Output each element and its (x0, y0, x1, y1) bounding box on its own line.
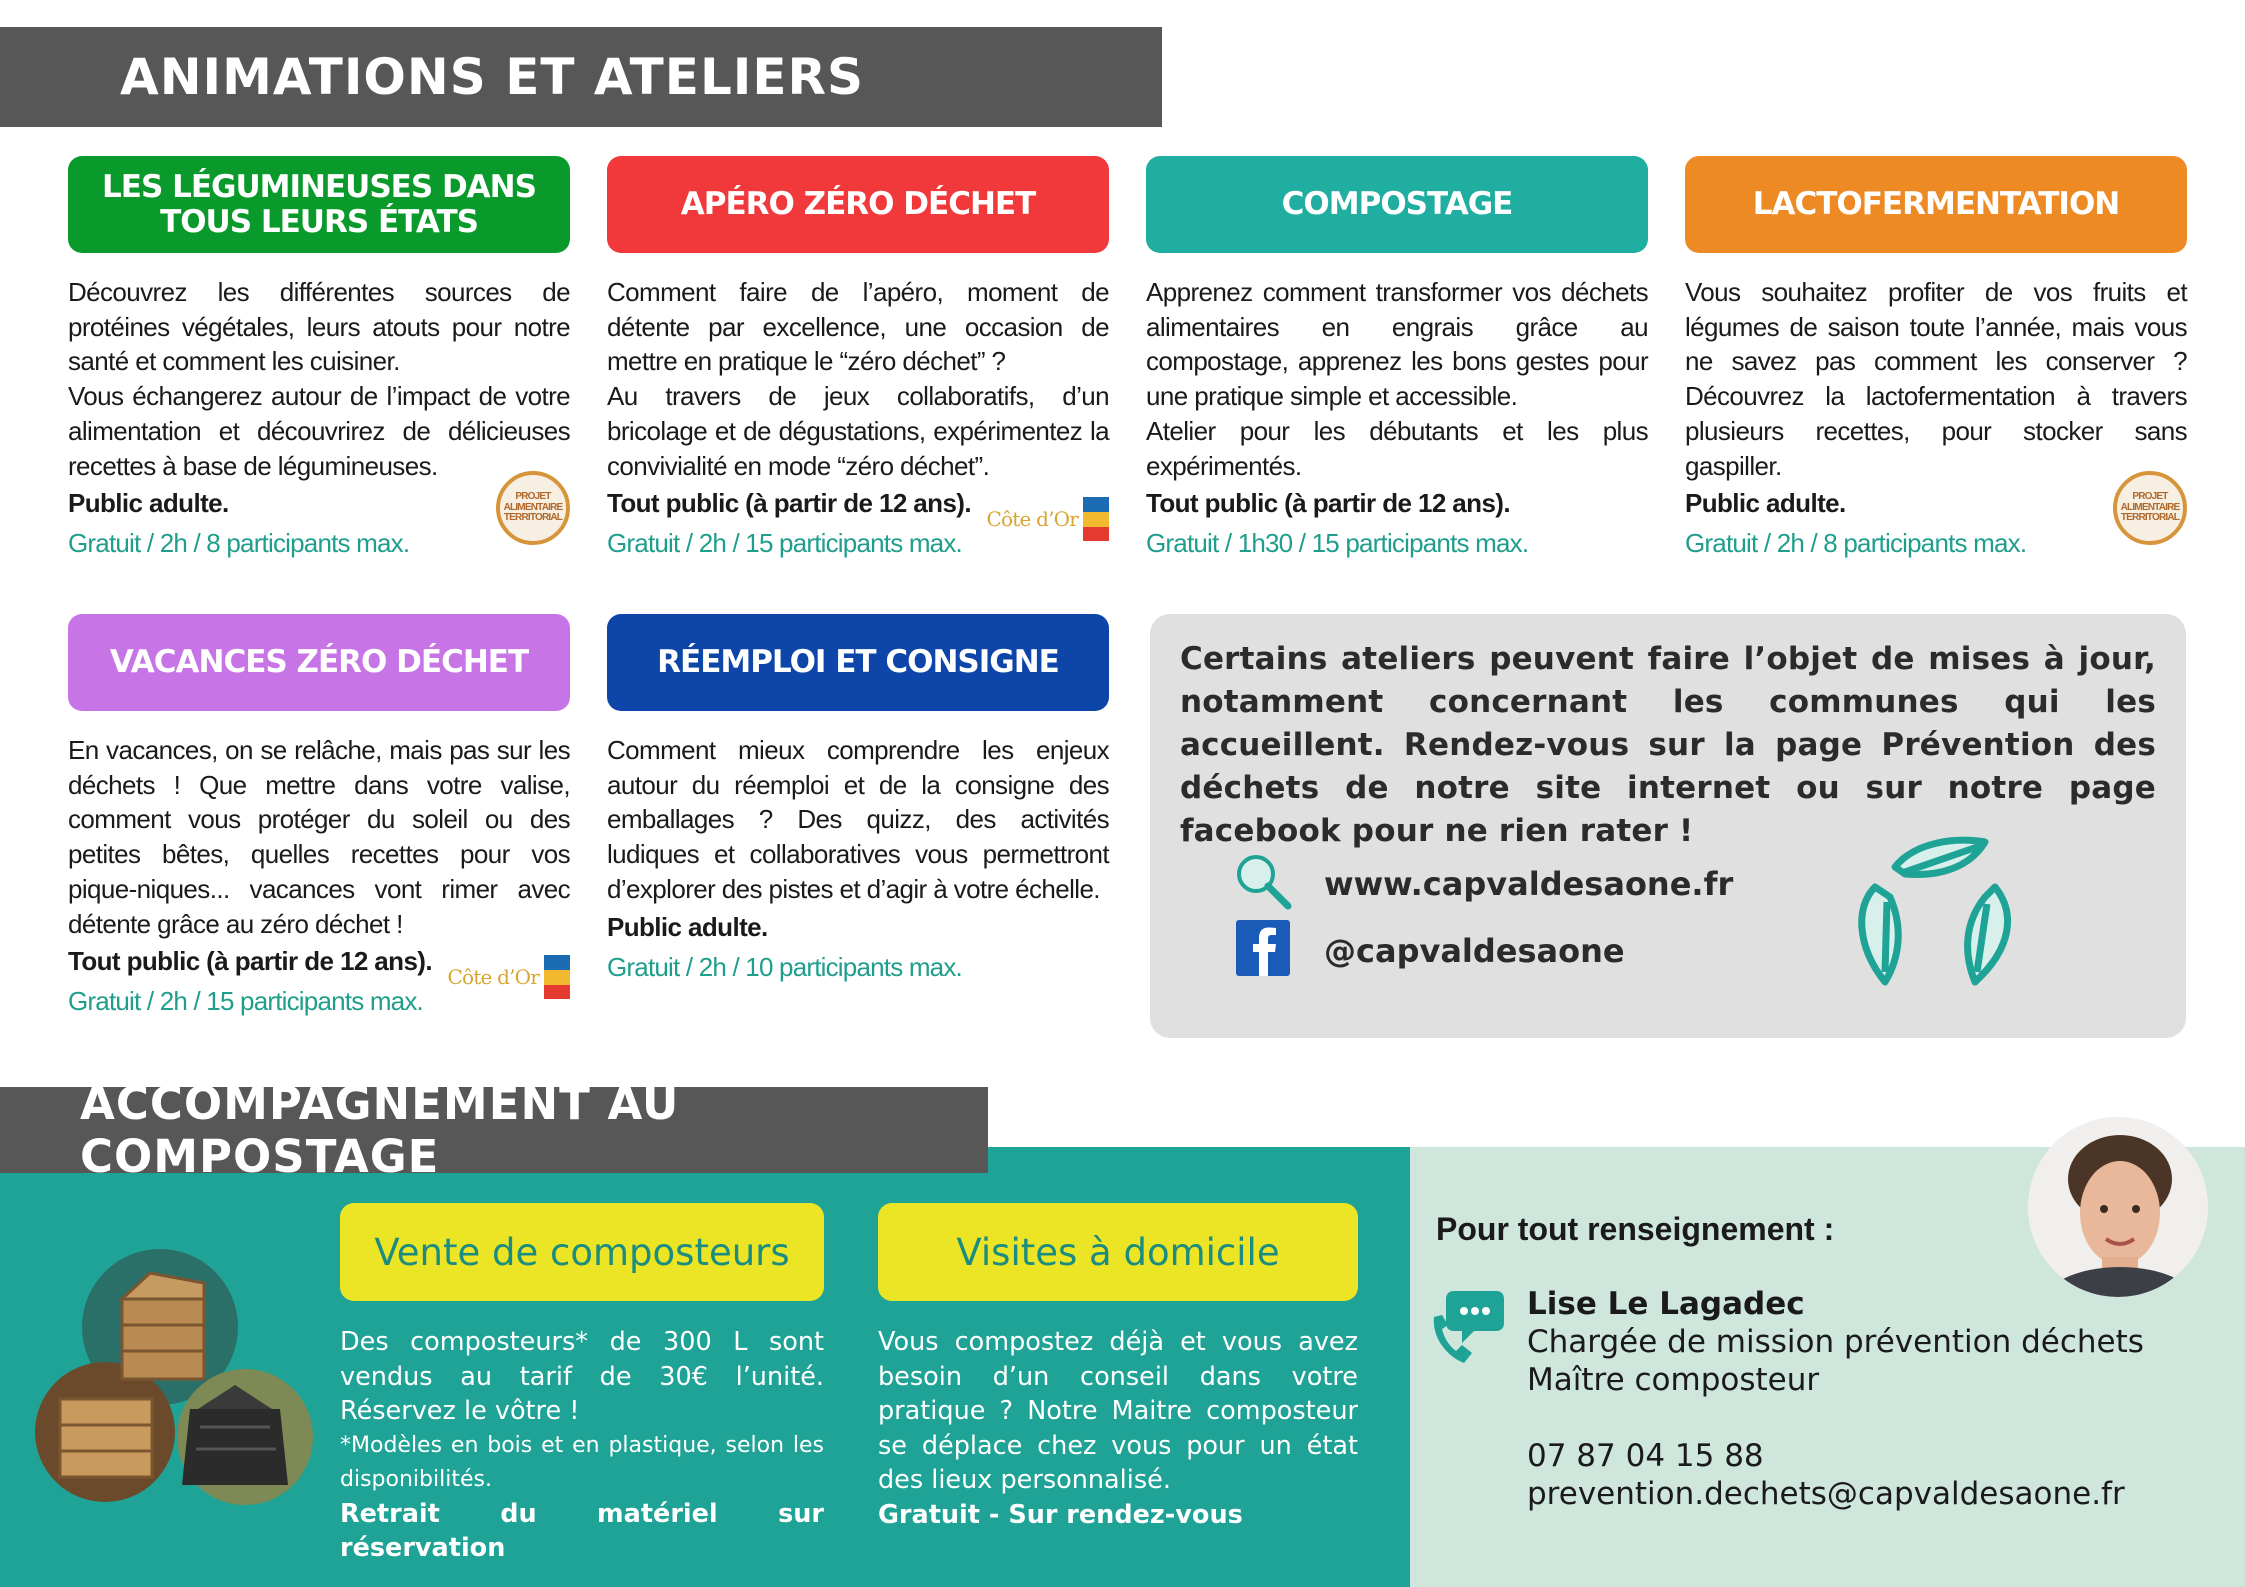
projet-alimentaire-territorial-badge-icon (496, 471, 570, 545)
contact-email[interactable]: prevention.dechets@capvaldesaone.fr (1527, 1476, 2125, 1512)
contact-role-secondary: Maître composteur (1527, 1362, 1820, 1398)
workshop-details-text: Gratuit / 2h / 15 participants max. (607, 528, 962, 559)
workshop-paragraph: Apprenez comment transformer vos déchets alimentaires en engrais grâce au compostage, apprenez les bons gestes pour une pratique simple et accessible. (1146, 277, 1648, 412)
recycle-leaves-icon (1845, 832, 2025, 997)
cote-dor-text: Côte d’Or (986, 506, 1078, 531)
workshop-paragraph: Au travers de jeux collaboratifs, d’un bricolage et de dégustations, expérimentez la convivialité en mode “zéro déchet”. (607, 381, 1109, 481)
composters-illustration (30, 1237, 320, 1507)
facebook-icon (1232, 920, 1294, 981)
section-title-compostage: ACCOMPAGNEMENT AU COMPOSTAGE (0, 1087, 988, 1173)
workshop-title: LACTOFERMENTATION (1685, 156, 2187, 253)
workshop-audience: Tout public (à partir de 12 ans). (607, 488, 971, 519)
workshop-description (607, 275, 1109, 483)
visit-description: Vous compostez déjà et vous avez besoin d’un conseil dans votre pratique ? Notre Maitre composteur se déplace chez vous pour un état des lieux personnalisé. (878, 1327, 1358, 1496)
contact-details (1527, 1285, 2144, 1513)
chat-phone-icon (1430, 1287, 1506, 1372)
section-title-animations: ANIMATIONS ET ATELIERS (0, 27, 1162, 127)
contact-avatar (2028, 1117, 2208, 1297)
info-box (1150, 614, 2186, 1038)
workshop-title: RÉEMPLOI ET CONSIGNE (607, 614, 1109, 711)
cote-dor-flag-icon (1083, 497, 1109, 541)
contact-role: Chargée de mission prévention déchets (1527, 1324, 2144, 1360)
workshop-audience: Public adulte. (1685, 488, 1846, 519)
workshop-details-text: Gratuit / 2h / 8 participants max. (1685, 528, 2027, 559)
workshop-details: Gratuit / 1h30 / 15 participants max. (1146, 528, 1529, 559)
workshop-description (607, 733, 1109, 907)
workshop-audience: Public adulte. (68, 488, 229, 519)
cote-dor-logo-icon (987, 497, 1110, 541)
contact-heading: Pour tout renseignement : (1436, 1211, 1835, 1247)
compost-section (0, 1147, 1410, 1587)
badge-text: PROJET ALIMENTAIRE TERRITORIAL (2120, 491, 2180, 524)
workshop-card-lactofermentation (1685, 156, 2187, 563)
workshop-paragraph: En vacances, on se relâche, mais pas sur les déchets ! Que mettre dans votre valise, comment vous protéger du soleil ou des petites bêtes, quelles recettes pour vos pique-niques... vacances vont rimer avec détente grâce au zéro déchet ! (68, 735, 570, 939)
vente-composteurs-text (340, 1325, 824, 1566)
website-row[interactable] (1232, 850, 1733, 917)
cote-dor-flag-icon (544, 955, 570, 999)
facebook-handle[interactable]: @capvaldesaone (1324, 931, 1625, 970)
cote-dor-logo-icon (448, 955, 571, 999)
workshop-audience: Tout public (à partir de 12 ans). (1146, 488, 1510, 519)
workshop-card-vacances (68, 614, 570, 1021)
workshop-card-compostage (1146, 156, 1648, 563)
visit-price: Gratuit - Sur rendez-vous (878, 1499, 1243, 1530)
workshop-card-apero (607, 156, 1109, 563)
workshop-details (607, 506, 1109, 563)
workshop-title: VACANCES ZÉRO DÉCHET (68, 614, 570, 711)
sale-note: *Modèles en bois et en plastique, selon les disponibilités. (340, 1432, 824, 1492)
workshop-details-text: Gratuit / 2h / 8 participants max. (68, 528, 410, 559)
vente-composteurs-button[interactable]: Vente de composteurs (340, 1203, 824, 1301)
sale-pickup: Retrait du matériel sur réservation (340, 1498, 824, 1564)
search-icon (1232, 850, 1294, 917)
workshop-title: COMPOSTAGE (1146, 156, 1648, 253)
workshop-audience: Tout public (à partir de 12 ans). (68, 946, 432, 977)
workshop-paragraph: Vous échangerez autour de l’impact de votre alimentation et découvrirez de délicieuses recettes à base de légumineuses. (68, 381, 570, 481)
workshop-details-text: Gratuit / 2h / 15 participants max. (68, 986, 423, 1017)
workshop-paragraph: Comment faire de l’apéro, moment de détente par excellence, une occasion de mettre en pratique le “zéro déchet” ? (607, 277, 1109, 377)
badge-text: PROJET ALIMENTAIRE TERRITORIAL (503, 491, 563, 524)
workshop-details (68, 964, 570, 1021)
visites-domicile-text (878, 1325, 1358, 1533)
workshop-description (68, 733, 570, 941)
workshop-title: LES LÉGUMINEUSES DANS TOUS LEURS ÉTATS (68, 156, 570, 253)
cote-dor-text: Côte d’Or (447, 964, 539, 989)
contact-phone[interactable]: 07 87 04 15 88 (1527, 1438, 1764, 1474)
workshop-details: Gratuit / 2h / 10 participants max. (607, 951, 962, 982)
visites-domicile-button[interactable]: Visites à domicile (878, 1203, 1358, 1301)
info-text: Certains ateliers peuvent faire l’objet de mises à jour, notamment concernant les communes qui les accueillent. Rendez-vous sur la page Prévention des déchets de notre site internet ou sur notre page facebook pour ne rien rater ! (1180, 641, 2156, 849)
facebook-row[interactable] (1232, 920, 1625, 981)
sale-description: Des composteurs* de 300 L sont vendus au tarif de 30€ l’unité. Réservez le vôtre ! (340, 1327, 824, 1427)
workshop-card-legumineuses (68, 156, 570, 563)
workshop-paragraph: Découvrez les différentes sources de protéines végétales, leurs atouts pour notre santé et comment les cuisiner. (68, 277, 570, 377)
workshop-paragraph: Atelier pour les débutants et les plus expérimentés. (1146, 415, 1648, 481)
workshop-description (1685, 275, 2187, 483)
website-link[interactable]: www.capvaldesaone.fr (1324, 864, 1734, 903)
workshop-description (1146, 275, 1648, 483)
workshop-audience: Public adulte. (607, 911, 768, 942)
workshop-paragraph: Vous souhaitez profiter de vos fruits et légumes de saison toute l’année, mais vous ne savez pas comment les conserver ? Découvrez la lactofermentation à travers plusieurs recettes, pour stocker sans gaspiller. (1685, 277, 2187, 481)
projet-alimentaire-territorial-badge-icon (2113, 471, 2187, 545)
contact-name: Lise Le Lagadec (1527, 1286, 1805, 1322)
workshop-card-reemploi (607, 614, 1109, 987)
workshop-paragraph: Comment mieux comprendre les enjeux autour du réemploi et de la consigne des emballages ? Des quizz, des activités ludiques et collaboratives vous permettront d’explorer des pistes et d’agir à votre échelle. (607, 735, 1109, 904)
workshop-description (68, 275, 570, 483)
workshop-title: APÉRO ZÉRO DÉCHET (607, 156, 1109, 253)
